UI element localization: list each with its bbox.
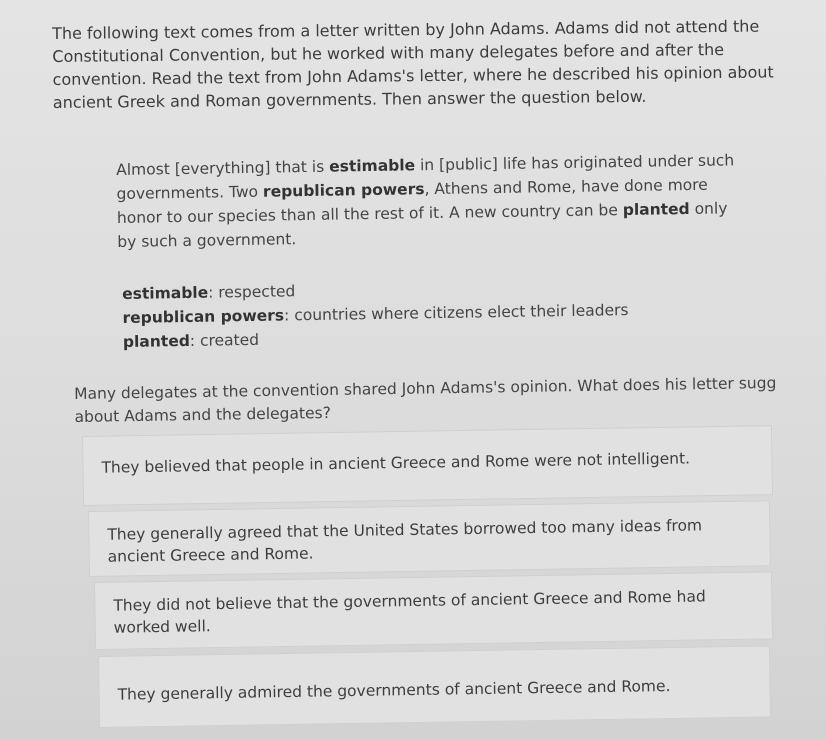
answer-choice-3[interactable] [94,571,773,650]
answer-choice-1[interactable] [82,425,773,506]
question-line: about Adams and the delegates? [74,403,331,426]
question-line: Many delegates at the convention shared John Adams's opinion. What does his letter sugg [74,373,777,403]
choice-text: worked well. [113,617,211,637]
glossary-definition: : respected [208,282,296,302]
quote-keyword: estimable [328,156,416,176]
glossary-term: estimable [122,283,209,303]
answer-choice-2[interactable] [88,500,771,577]
answer-choice-4[interactable] [98,645,771,728]
quote-text: Almost [everything] that is [116,157,330,179]
choice-text: They believed that people in ancient Greece and Rome were not intelligent. [101,449,691,477]
glossary-term: republican powers [122,306,285,327]
intro-line: convention. Read the text from John Adams's letter, where he described his opinion about [52,62,774,89]
intro-line: Constitutional Convention, but he worked with many delegates before and after the [52,39,725,66]
quote-text: , Athens and Rome, have done more [424,175,708,199]
choice-text: ancient Greece and Rome. [107,544,314,566]
glossary-term: planted [122,331,190,351]
quote-line: by such a government. [117,230,297,251]
adams-quote [116,147,801,254]
intro-line: ancient Greek and Roman governments. Then answer the question below. [52,86,647,112]
question-prompt [74,371,826,429]
choice-text: They generally agreed that the United States borrowed too many ideas from [107,516,703,544]
quote-keyword: planted [622,199,690,220]
glossary-definition: : created [189,330,260,350]
choice-text: They generally admired the governments of ancient Greece and Rome. [117,677,671,704]
glossary-definition: : countries where citizens elect their leaders [283,301,629,325]
quote-text: governments. Two [116,182,264,203]
intro-line: The following text comes from a letter written by John Adams. Adams did not attend the [52,16,760,43]
quote-keyword: republican powers [262,180,425,201]
quote-text: only [689,199,728,218]
choice-text: They did not believe that the governments of ancient Greece and Rome had [113,587,706,615]
quote-text: honor to our species than all the rest of it. A new country can be [116,201,623,227]
glossary [122,272,783,354]
intro-passage [52,14,819,114]
quote-text: in [public] life has originated under such [414,151,735,175]
